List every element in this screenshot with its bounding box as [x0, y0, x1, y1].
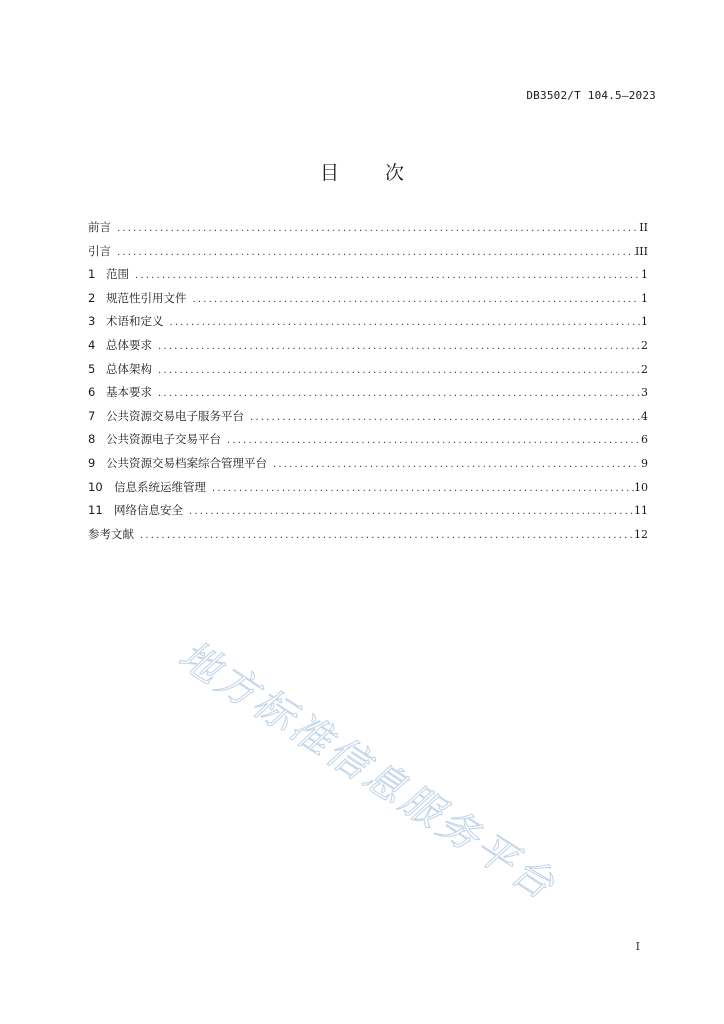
toc-entry-title: 规范性引用文件: [106, 290, 187, 305]
toc-entry[interactable]: [88, 409, 648, 433]
toc-entry-title: 公共资源交易档案综合管理平台: [106, 455, 267, 470]
toc-entry-title: 信息系统运维管理: [114, 479, 206, 494]
toc-entry-number: 11: [88, 503, 103, 518]
toc-leader-dots: [113, 245, 635, 260]
toc-entry-number: 3: [88, 314, 96, 329]
toc-entry-title: 引言: [88, 243, 111, 258]
toc-entry[interactable]: [88, 220, 648, 244]
toc-entry-title: 总体架构: [106, 361, 152, 376]
table-of-contents: [88, 220, 648, 550]
toc-entry-page: III: [634, 244, 648, 258]
toc-entry-number: 4: [88, 337, 96, 352]
toc-entry-page: 10: [634, 480, 648, 494]
toc-leader-dots: [269, 457, 640, 472]
toc-entry-page: 9: [641, 456, 648, 470]
watermark: 地方标准信息服务平台: [170, 632, 565, 911]
toc-entry-title: 参考文献: [88, 526, 134, 541]
toc-leader-dots: [154, 386, 640, 401]
toc-leader-dots: [166, 315, 641, 330]
toc-entry[interactable]: [88, 503, 648, 527]
toc-entry-page: 1: [641, 268, 648, 282]
toc-entry-title: 公共资源电子交易平台: [106, 432, 221, 447]
toc-entry-page: 6: [641, 433, 648, 447]
page-title: 目 次: [319, 162, 425, 184]
toc-entry-title: 总体要求: [106, 337, 152, 352]
toc-entry-number: 6: [88, 385, 96, 400]
toc-entry-page: 4: [641, 409, 648, 423]
toc-entry[interactable]: [88, 456, 648, 480]
toc-entry[interactable]: [88, 314, 648, 338]
document-code: DB3502/T 104.5—2023: [526, 89, 656, 102]
toc-entry-number: 9: [88, 455, 96, 470]
toc-entry-page: 12: [634, 527, 648, 541]
toc-leader-dots: [185, 504, 634, 519]
toc-entry[interactable]: [88, 267, 648, 291]
toc-leader-dots: [131, 268, 640, 283]
toc-leader-dots: [113, 221, 639, 236]
toc-leader-dots: [154, 339, 640, 354]
toc-entry[interactable]: [88, 480, 648, 504]
toc-entry-number: 10: [88, 479, 103, 494]
toc-entry[interactable]: [88, 432, 648, 456]
toc-leader-dots: [208, 481, 634, 496]
toc-entry-page: 1: [641, 315, 648, 329]
toc-entry-title: 前言: [88, 220, 111, 234]
toc-entry-title: 公共资源交易电子服务平台: [106, 408, 244, 423]
toc-leader-dots: [136, 528, 634, 543]
toc-entry-page: 3: [641, 386, 648, 400]
toc-entry[interactable]: [88, 527, 648, 551]
toc-leader-dots: [246, 410, 640, 425]
toc-entry-number: 2: [88, 290, 96, 305]
toc-entry-title: 网络信息安全: [114, 503, 183, 518]
toc-entry-page: 11: [634, 504, 648, 518]
toc-entry[interactable]: [88, 385, 648, 409]
toc-entry-title: 基本要求: [106, 385, 152, 400]
toc-entry-number: 7: [88, 408, 96, 423]
toc-entry-title: 范围: [106, 267, 129, 282]
toc-entry-page: 2: [641, 362, 648, 376]
toc-leader-dots: [189, 292, 641, 307]
toc-leader-dots: [223, 433, 640, 448]
toc-entry-page: 2: [641, 338, 648, 352]
toc-entry-number: 5: [88, 361, 96, 376]
toc-entry[interactable]: [88, 362, 648, 386]
toc-entry-number: 8: [88, 432, 96, 447]
toc-entry-page: 1: [641, 291, 648, 305]
toc-entry[interactable]: [88, 244, 648, 268]
toc-entry[interactable]: [88, 338, 648, 362]
toc-entry-page: II: [639, 221, 648, 234]
toc-entry-number: 1: [88, 267, 96, 282]
toc-entry-title: 术语和定义: [106, 314, 164, 329]
toc-leader-dots: [154, 363, 640, 378]
toc-entry[interactable]: [88, 291, 648, 315]
page-number: I: [635, 940, 640, 953]
